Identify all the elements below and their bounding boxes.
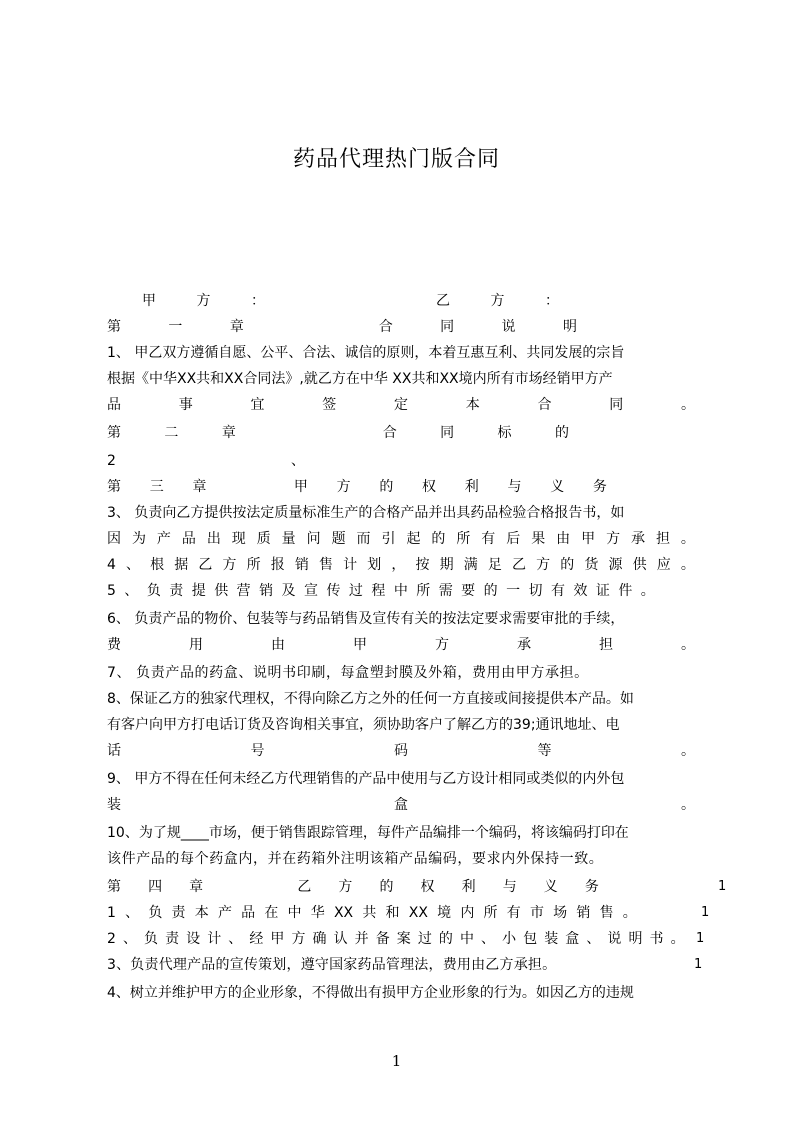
text-char: 的 (483, 583, 498, 599)
text-char: 等 (537, 743, 552, 759)
text-char: 现 (231, 531, 246, 547)
party-a-char: 方 (196, 293, 211, 309)
text-char: 。 (670, 931, 685, 947)
text-char: 2 (107, 931, 116, 947)
party-b-char: 方 (490, 293, 505, 309)
text-char: 担 (599, 637, 613, 653)
text-char: 承 (517, 637, 531, 653)
heading-char: 第 (107, 479, 121, 495)
text-char: 负 (146, 583, 161, 599)
text-char: 切 (528, 583, 543, 599)
text-char: 按 (415, 557, 430, 573)
heading-char: 的 (379, 879, 394, 895)
text-char: 满 (463, 557, 478, 573)
party-b-char: 乙 (436, 293, 450, 309)
text-char: 所 (246, 557, 261, 573)
text-char: 认 (333, 931, 348, 947)
text-char: 要 (461, 583, 476, 599)
text-char: 报 (270, 557, 285, 573)
text-char: 境 (437, 905, 452, 921)
text-char: 、 (126, 557, 141, 573)
text-char: 方 (435, 637, 449, 653)
text-char: 、 (125, 905, 140, 921)
heading-char: 利 (461, 879, 476, 895)
text-char: 程 (371, 583, 386, 599)
text-char: 计 (343, 557, 358, 573)
text-char: 件 (618, 583, 633, 599)
heading-char: 四 (148, 879, 163, 895)
text-char: 及 (281, 583, 296, 599)
text-char: 。 (681, 637, 695, 653)
text-char: 产 (217, 905, 232, 921)
text-char: 的 (438, 931, 453, 947)
heading-char: 合 (378, 319, 393, 335)
text-char: 乙 (512, 557, 527, 573)
text-char: 负 (148, 905, 163, 921)
text-char: 。 (681, 743, 695, 759)
text-char: 市 (529, 905, 544, 921)
text-char: 提 (191, 583, 206, 599)
text-char: 。 (640, 583, 655, 599)
text-char: 所 (456, 531, 471, 547)
paragraph-line (107, 900, 637, 926)
text-char: 、 (122, 931, 137, 947)
paragraph-line: 7、 负责产品的药盒、说明书印刷，每盒塑封膜及外箱，费用由甲方承担。 (107, 665, 589, 681)
text-char: 装 (107, 797, 121, 813)
text-char: 。 (680, 531, 695, 547)
text-char: 品 (241, 905, 256, 921)
text-char: 装 (544, 931, 559, 947)
heading-char: 章 (192, 479, 207, 495)
text-char: 甲 (270, 931, 285, 947)
text-char: 量 (281, 531, 296, 547)
text-char: 场 (553, 905, 568, 921)
heading-char: 甲 (293, 479, 308, 495)
paragraph-line: 根据《中华XX共和XX合同法》,就乙方在中华 XX共和XX境内所有市场经销甲方产 (107, 371, 613, 387)
heading-char: 三 (149, 479, 164, 495)
text-char: 本 (194, 905, 209, 921)
text-char: 营 (236, 583, 251, 599)
heading-char: 同 (440, 319, 455, 335)
text-char: 。 (680, 557, 695, 573)
party-line (142, 288, 559, 314)
text-char: 货 (584, 557, 599, 573)
heading-char: 合 (382, 425, 397, 441)
text-char: 1 (107, 905, 116, 921)
text-char: 效 (573, 583, 588, 599)
text-char: 品 (107, 397, 121, 413)
text-char: 宜 (250, 397, 265, 413)
text-char: 有 (506, 905, 521, 921)
text-char: 本 (465, 397, 480, 413)
heading-char: 方 (336, 479, 351, 495)
text-char: 共 (362, 905, 377, 921)
paragraph-line: 有客户向甲方打电话订货及咨询相关事宜，须协助客户了解乙方的39;通讯地址、电 (107, 717, 620, 733)
text-char: 号 (250, 743, 265, 759)
text-char: 根 (150, 557, 165, 573)
text-char: 质 (256, 531, 271, 547)
text-char: 期 (439, 557, 454, 573)
text-char: 过 (417, 931, 432, 947)
party-a-char: 甲 (142, 293, 156, 309)
text-char: 、 (124, 583, 139, 599)
side-mark: 1 (696, 931, 705, 946)
text-char: 华 (310, 905, 325, 921)
heading-char: 权 (422, 479, 437, 495)
text-char: 方 (222, 557, 237, 573)
text-char: 因 (107, 531, 121, 547)
text-char: 的 (431, 531, 446, 547)
heading-char: 第 (107, 425, 121, 441)
text-char: 。 (622, 905, 637, 921)
text-char: 销 (576, 905, 591, 921)
text-char: 。 (681, 397, 695, 413)
text-char: 供 (632, 557, 647, 573)
heading-char: 务 (584, 879, 599, 895)
text-char: 据 (174, 557, 189, 573)
heading-char: 方 (338, 879, 353, 895)
text-char: 案 (396, 931, 411, 947)
side-mark: 1 (718, 879, 727, 894)
text-char: 担 (655, 531, 670, 547)
text-char: 有 (481, 531, 496, 547)
text-char: 起 (406, 531, 421, 547)
paragraph-line: 3、 负责向乙方提供按法定质量标准生产的合格产品并出具药品检验合格报告书，如 (107, 505, 625, 521)
text-char: 确 (312, 931, 327, 947)
text-char: 中 (393, 583, 408, 599)
paragraph-line (107, 392, 695, 418)
text-char: 品 (181, 531, 196, 547)
heading-char: 义 (543, 879, 558, 895)
heading-char: 权 (420, 879, 435, 895)
text-char: 同 (609, 397, 624, 413)
heading-char: 与 (502, 879, 517, 895)
text-char: 责 (165, 931, 180, 947)
text-char: 备 (375, 931, 390, 947)
chapter-1-heading (107, 314, 577, 340)
paragraph-line (107, 738, 695, 764)
chapter-2-subline (107, 448, 305, 474)
text-char: 后 (506, 531, 521, 547)
text-char: 题 (331, 531, 346, 547)
text-char: 责 (169, 583, 184, 599)
text-char: 销 (259, 583, 274, 599)
text-char: 和 (385, 905, 400, 921)
paragraph-line: 6、 负责产品的物价、包装等与药品销售及宣传有关的按法定要求需要审批的手续， (107, 611, 625, 627)
text-char: 甲 (581, 531, 596, 547)
text-char: 为 (131, 531, 146, 547)
text-char: 盒 (565, 931, 580, 947)
text-char: 售 (599, 905, 614, 921)
text-char: 说 (607, 931, 622, 947)
text-char: 传 (326, 583, 341, 599)
side-mark: 1 (701, 905, 710, 920)
text-char: 宣 (304, 583, 318, 599)
paragraph-line: 1、 甲乙双方遵循自愿、公平、合法、诚信的原则，本着互惠互利、共同发展的宗旨 (107, 345, 625, 361)
text-char: 而 (356, 531, 371, 547)
party-b-char: ： (545, 293, 559, 309)
heading-char: 的 (379, 479, 394, 495)
heading-char: 标 (497, 425, 512, 441)
paragraph-line (107, 526, 695, 552)
text-char: 、 (586, 931, 601, 947)
heading-char: 与 (507, 479, 522, 495)
text-char: 2 (107, 453, 116, 469)
text-char: 方 (536, 557, 551, 573)
page-number: 1 (391, 1052, 402, 1070)
text-char: 乙 (198, 557, 213, 573)
heading-char: 义 (550, 479, 565, 495)
heading-char: 一 (168, 319, 183, 335)
text-char: 划 (367, 557, 382, 573)
text-char: 所 (416, 583, 431, 599)
text-char: 5 (107, 583, 116, 599)
text-char: 明 (628, 931, 643, 947)
text-char: 引 (381, 531, 396, 547)
paragraph-line: 8、保证乙方的独家代理权，不得向除乙方之外的任何一方直接或间接提供本产品。如 (107, 691, 634, 707)
text-char: 销 (294, 557, 309, 573)
text-char: 证 (595, 583, 610, 599)
heading-char: 乙 (297, 879, 312, 895)
paragraph-line (107, 578, 655, 604)
paragraph-line (107, 926, 685, 952)
heading-char: 利 (464, 479, 479, 495)
text-char: 足 (487, 557, 502, 573)
text-char: 负 (144, 931, 159, 947)
text-char: 并 (354, 931, 369, 947)
text-char: 书 (649, 931, 664, 947)
text-char: 签 (322, 397, 337, 413)
text-char: 售 (319, 557, 334, 573)
chapter-4-heading (107, 874, 599, 900)
heading-char: 说 (501, 319, 516, 335)
party-a-char: ： (251, 293, 265, 309)
text-char: 盒 (394, 797, 408, 813)
text-char: 。 (681, 797, 695, 813)
text-char: 应 (656, 557, 671, 573)
text-char: 、 (481, 931, 496, 947)
heading-char: 章 (221, 425, 236, 441)
chapter-3-heading (107, 474, 607, 500)
heading-char: 同 (440, 425, 455, 441)
text-char: ， (391, 557, 406, 573)
text-char: 所 (483, 905, 498, 921)
text-char: 出 (206, 531, 221, 547)
paragraph-line: 10、为了规____市场，便于销售跟踪管理，每件产品编排一个编码，将该编码打印在 (107, 825, 629, 841)
text-char: 、 (291, 453, 305, 469)
heading-char: 章 (229, 319, 244, 335)
text-char: 过 (348, 583, 363, 599)
text-char: 用 (189, 637, 203, 653)
text-char: XX (333, 905, 354, 921)
heading-char: 务 (592, 479, 607, 495)
text-char: 方 (291, 931, 306, 947)
paragraph-line: 4、树立并维护甲方的企业形象，不得做出有损甲方企业形象的行为。如因乙方的违规 (107, 985, 634, 1001)
text-char: 责 (171, 905, 186, 921)
text-char: 事 (178, 397, 193, 413)
text-char: 有 (550, 583, 565, 599)
text-char: 内 (460, 905, 475, 921)
paragraph-line: 该件产品的每个药盒内，并在药箱外注明该箱产品编码，要求内外保持一致。 (107, 851, 604, 867)
text-char: 问 (306, 531, 321, 547)
text-char: XX (408, 905, 428, 921)
text-char: 设 (186, 931, 201, 947)
text-char: 产 (156, 531, 171, 547)
heading-char: 的 (554, 425, 569, 441)
text-char: 小 (502, 931, 517, 947)
text-char: 甲 (353, 637, 367, 653)
text-char: 4 (107, 557, 116, 573)
text-char: 、 (228, 931, 243, 947)
text-char: 方 (606, 531, 621, 547)
text-char: 经 (249, 931, 264, 947)
text-char: 话 (107, 743, 121, 759)
heading-char: 二 (164, 425, 179, 441)
text-char: 由 (271, 637, 285, 653)
paragraph-line: 3、负责代理产品的宣传策划，遵守国家药品管理法，费用由乙方承担。 (107, 957, 557, 973)
text-char: 果 (531, 531, 546, 547)
text-char: 源 (608, 557, 623, 573)
paragraph-line (107, 632, 695, 658)
text-char: 定 (394, 397, 408, 413)
text-char: 承 (631, 531, 646, 547)
text-char: 合 (537, 397, 552, 413)
chapter-2-heading (107, 420, 569, 446)
text-char: 费 (107, 637, 121, 653)
text-char: 由 (556, 531, 571, 547)
text-char: 码 (394, 743, 408, 759)
paragraph-line (107, 792, 695, 818)
heading-char: 第 (107, 879, 121, 895)
text-char: 需 (438, 583, 453, 599)
text-char: 在 (264, 905, 279, 921)
heading-char: 章 (189, 879, 204, 895)
paragraph-line: 9、 甲方不得在任何未经乙方代理销售的产品中使用与乙方设计相同或类似的内外包 (107, 771, 625, 787)
text-char: 的 (560, 557, 575, 573)
text-char: 中 (287, 905, 302, 921)
text-char: 计 (207, 931, 222, 947)
text-char: 供 (214, 583, 229, 599)
side-mark: 1 (694, 957, 703, 972)
paragraph-line (107, 552, 695, 578)
document-title: 药品代理热门版合同 (292, 147, 500, 172)
text-char: 一 (506, 583, 521, 599)
heading-char: 明 (562, 319, 577, 335)
text-char: 中 (459, 931, 474, 947)
heading-char: 第 (107, 319, 121, 335)
text-char: 包 (523, 931, 538, 947)
